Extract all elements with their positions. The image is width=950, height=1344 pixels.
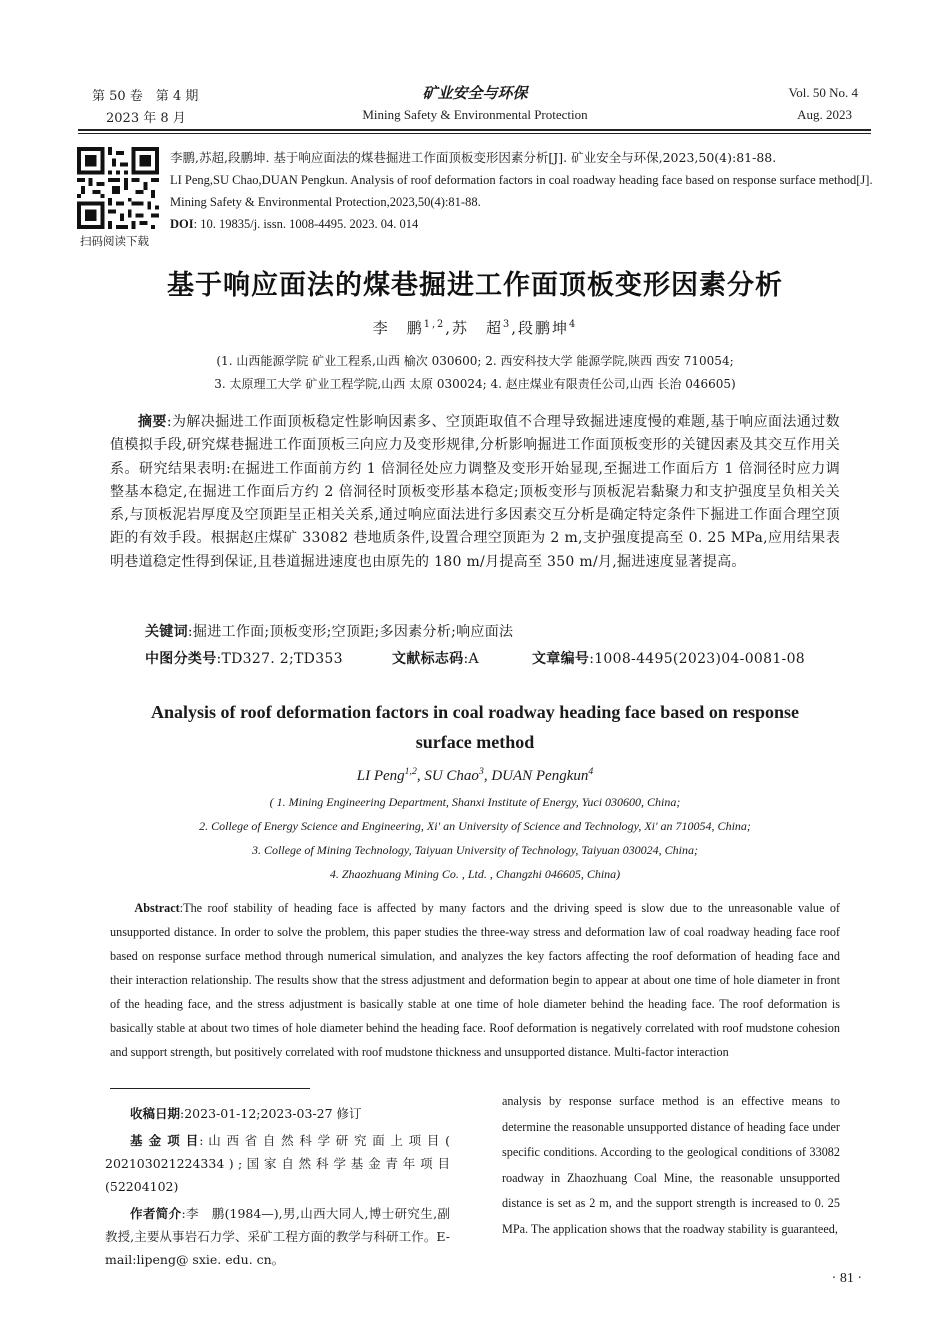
publication-date: 2023 年 8 月	[106, 111, 186, 126]
qr-caption: 扫码阅读下载	[80, 234, 149, 248]
author-3-affil: 4	[569, 319, 578, 330]
citation-block	[170, 147, 875, 235]
paper-title-cn: 基于响应面法的煤巷掘进工作面顶板变形因素分析	[167, 270, 783, 301]
footnote-separator	[110, 1088, 310, 1089]
abstract-en-continued: analysis by response surface method is an effective means to determine the reasonable unsupported distance of heading face under specific conditions. According to the geological conditions of 33082 roadway in Zhaozhuang Coal Mine, the reasonable unsupported distance is set as 2 m, and the support strength is increased to 0. 25 MPa. The application shows that the roadway stability is guaranteed,	[502, 1094, 840, 1236]
author-1-en-affil: 1,2	[404, 766, 417, 777]
volume-issue-en: Vol. 50 No. 4	[788, 85, 858, 100]
keywords-cn-text: :掘进工作面;顶板变形;空顶距;多因素分析;响应面法	[187, 624, 514, 640]
footnotes	[105, 1102, 450, 1271]
article-number-value: :1008-4495(2023)04-0081-08	[589, 651, 805, 667]
affiliations-cn	[0, 350, 950, 396]
abstract-en	[110, 896, 840, 1064]
author-3-en-affil: 4	[588, 766, 594, 777]
journal-title-en: Mining Safety & Environmental Protection	[362, 107, 588, 122]
publication-date-en: Aug. 2023	[797, 107, 852, 122]
author-1: 李 鹏	[372, 319, 424, 337]
volume-issue: 第 50 卷 第 4 期	[92, 89, 199, 104]
author-3: ,段鹏坤	[511, 319, 570, 337]
affiliations-en	[0, 790, 950, 886]
author-1-affil: 1,2	[423, 319, 446, 330]
author-3-en: , DUAN Pengkun	[483, 768, 589, 784]
paper-title-en: Analysis of roof deformation factors in coal roadway heading face based on response surface method	[151, 702, 799, 752]
citation-cn: 李鹏,苏超,段鹏坤. 基于响应面法的煤巷掘进工作面顶板变形因素分析[J]. 矿业安全与环保,2023,50(4):81-88.	[170, 150, 777, 165]
abstract-en-text: :The roof stability of heading face is affected by many factors and the driving speed is slow due to the unreasonable value of unsupported distance. In order to solve the problem, this paper studies the three-way stress and deformation law of coal roadway heading face roof based on response surface method through numerical simulation, and analyzes the key factors affecting the roof deformation of heading face and their interaction relationship. The results show that the stress adjustment and deformation begin to appear at about one time of hole diameter in front of the heading face, and the stress adjustment is basically stable at one time of hole diameter behind the heading face. The roof deformation is basically stable at about two times of hole diameter behind the heading face. Roof deformation is negatively correlated with roof mudstone cohesion and support strength, but positively correlated with roof mudstone thickness and unsupported distance. Multi-factor interaction	[110, 901, 840, 1059]
abstract-cn-text: :为解决掘进工作面顶板稳定性影响因素多、空顶距取值不合理导致掘进速度慢的难题,基于响应面法通过数值模拟手段,研究煤巷掘进工作面顶板三向应力及变形规律,分析影响掘进工作面顶板变形的关键因素及其交互作用关系。研究结果表明:在掘进工作面前方约 1 倍洞径处应力调整及变形开始显现,至掘进工作面后方 1 倍洞径时应力调整基本稳定,在掘进工作面后方约 2 倍洞径时顶板变形基本稳定;顶板变形与顶板泥岩黏聚力和支护强度呈负相关关系,与顶板泥岩厚度及空顶距呈正相关关系,通过响应面法进行多因素交互分析是确定特定条件下掘进工作面合理空顶距的有效手段。根据赵庄煤矿 33082 巷地质条件,设置合理空顶距为 2 m,支护强度提高至 0. 25 MPa,应用结果表明巷道稳定性得到保证,且巷道掘进速度也由原先的 180 m/月提高至 350 m/月,掘进速度显著提高。	[110, 414, 840, 570]
citation-en: LI Peng,SU Chao,DUAN Pengkun. Analysis of roof deformation factors in coal roadway heading face based on response surface method[J]. Mining Safety & Environmental Protection,2023,50(4):81-88.	[170, 173, 873, 209]
fund-value: : 山 西 省 自 然 科 学 研 究 面 上 项 目 ( 202103021224334 ) ; 国 家 自 然 科 学 基 金 青 年 项 目 (52204102)	[105, 1133, 451, 1194]
authors-en	[0, 766, 950, 785]
doc-code-label: 文献标志码	[392, 651, 464, 667]
affiliation-en-line: 4. Zhaozhuang Mining Co. , Ltd. , Changzhi 046605, China)	[329, 867, 621, 881]
doc-code-value: :A	[463, 651, 479, 667]
author-1-en: LI Peng	[356, 768, 405, 784]
doc-code	[392, 648, 479, 671]
qr-code-icon[interactable]	[77, 147, 159, 229]
affiliation-en-line: 2. College of Energy Science and Engineering, Xi' an University of Science and Technology, Xi' an 710054, China;	[199, 819, 751, 833]
page-number: · 81 ·	[831, 1271, 862, 1286]
fund-label: 基 金 项 目	[130, 1133, 200, 1148]
doi-value[interactable]: : 10. 19835/j. issn. 1008-4495. 2023. 04. 014	[193, 217, 419, 231]
affiliation-cn-line: (1. 山西能源学院 矿业工程系,山西 榆次 030600; 2. 西安科技大学 能源学院,陕西 西安 710054;	[216, 354, 734, 368]
clc-number	[145, 648, 343, 671]
received-date	[105, 1102, 450, 1125]
abstract-cn-label: 摘要	[138, 414, 167, 430]
clc-value: :TD327. 2;TD353	[216, 651, 343, 667]
received-label: 收稿日期	[130, 1106, 181, 1121]
author-2-en-affil: 3	[478, 766, 484, 777]
clc-label: 中图分类号	[145, 651, 217, 667]
affiliation-en-line: 3. College of Mining Technology, Taiyuan University of Technology, Taiyuan 030024, China;	[252, 843, 698, 857]
article-number	[532, 648, 805, 671]
author-2-en: , SU Chao	[416, 768, 479, 784]
author-bio-value: :李 鹏(1984—),男,山西大同人,博士研究生,副教授,主要从事岩石力学、采矿工程方面的教学与科研工作。E-mail:lipeng@ sxie. edu. cn。	[105, 1206, 450, 1267]
fund-project	[105, 1129, 450, 1198]
keywords-cn	[145, 621, 513, 644]
received-value: :2023-01-12;2023-03-27 修订	[180, 1106, 362, 1121]
keywords-cn-label: 关键词	[145, 624, 188, 640]
header-rule-bottom	[78, 133, 871, 134]
author-bio-label: 作者简介	[130, 1206, 182, 1221]
header-rule-top	[78, 129, 871, 131]
doi-label: DOI	[170, 217, 194, 231]
author-2: ,苏 超	[445, 319, 504, 337]
doi	[170, 213, 875, 235]
abstract-en-label: Abstract	[134, 901, 180, 915]
journal-title-cn: 矿业安全与环保	[422, 84, 528, 102]
abstract-cn	[110, 411, 840, 574]
affiliation-cn-line: 3. 太原理工大学 矿业工程学院,山西 太原 030024; 4. 赵庄煤业有限责任公司,山西 长治 046605)	[214, 377, 736, 391]
authors-cn	[0, 317, 950, 338]
author-2-affil: 3	[503, 319, 512, 330]
affiliation-en-line: ( 1. Mining Engineering Department, Shanxi Institute of Energy, Yuci 030600, China;	[269, 795, 681, 809]
author-bio	[105, 1202, 450, 1271]
article-number-label: 文章编号	[532, 651, 590, 667]
